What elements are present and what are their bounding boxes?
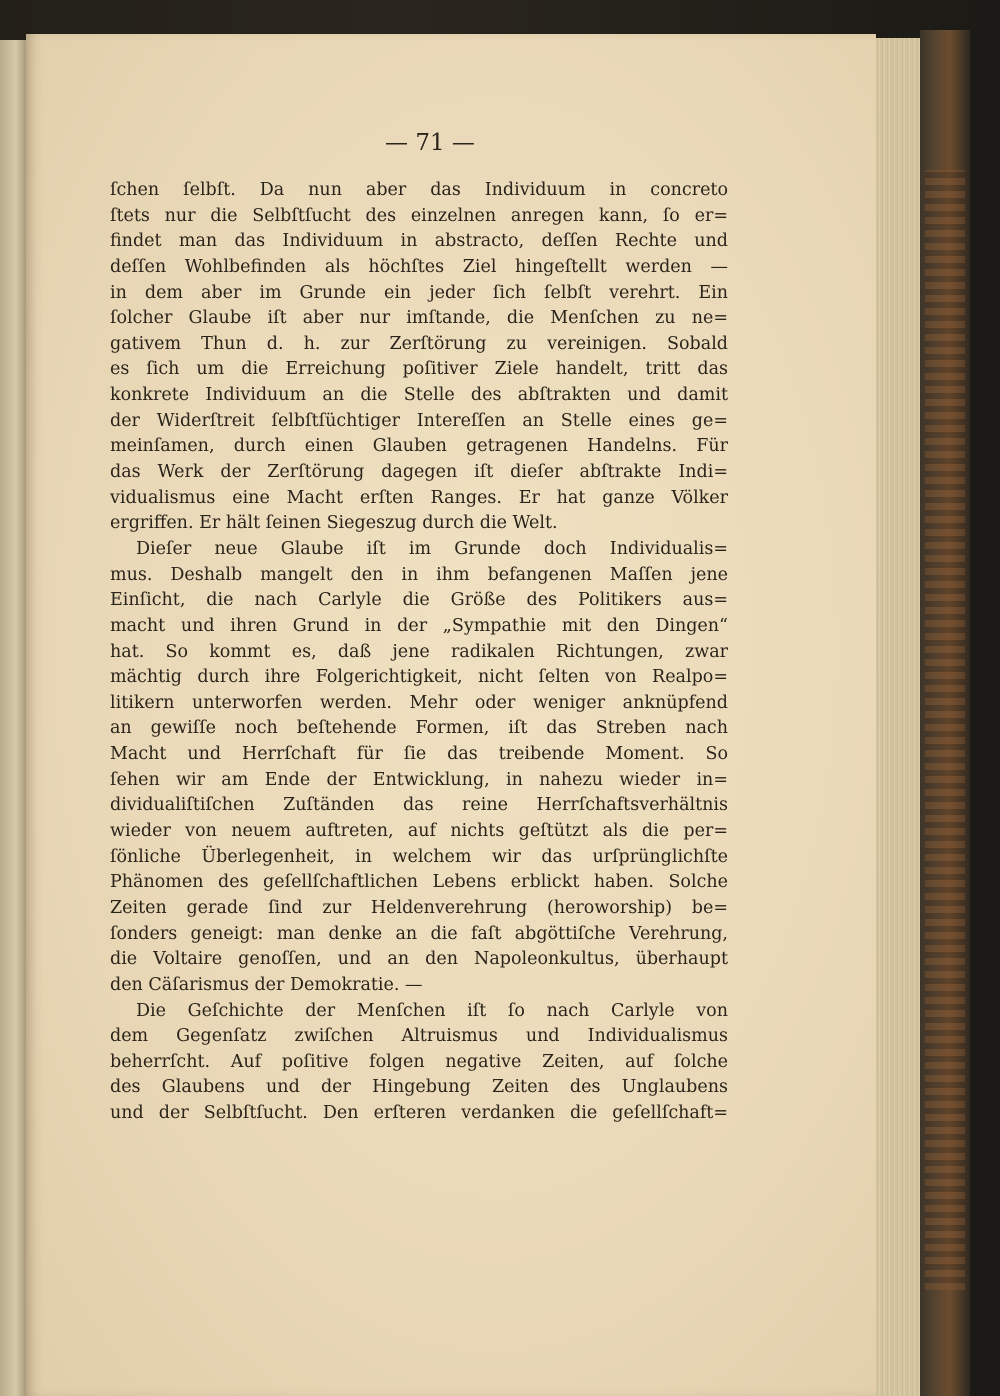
text-line: Dieſer neue Glaube iſt im Grunde doch Individualis= [136, 538, 728, 559]
text-line: der Widerſtreit ſelbſtſüchtiger Intereſſen an Stelle eines ge= [110, 410, 728, 431]
text-line: ſehen wir am Ende der Entwicklung, in nahezu wieder in= [110, 769, 728, 790]
text-line: hat. So kommt es, daß jene radikalen Richtungen, zwar [110, 641, 728, 662]
text-line: gativem Thun d. h. zur Zerſtörung zu vereinigen. Sobald [110, 333, 728, 354]
text-line: Phänomen des geſellſchaftlichen Lebens erblickt haben. Solche [110, 872, 728, 893]
text-line: dem Gegenſatz zwiſchen Altruismus und Individualismus [110, 1026, 728, 1047]
text-line: wieder von neuem auftreten, auf nichts geſtützt als die per= [110, 821, 728, 842]
text-line: Einſicht, die nach Carlyle die Größe des Politikers aus= [110, 590, 728, 611]
text-line: deſſen Wohlbefinden als höchſtes Ziel hingeſtellt werden — [110, 256, 728, 277]
text-line: meinſamen, durch einen Glauben getragenen Handelns. Für [110, 436, 728, 457]
page-stack-edge [876, 38, 920, 1396]
text-line: macht und ihren Grund in der „Sympathie mit den Dingen“ [110, 615, 728, 636]
text-line: ſönliche Überlegenheit, in welchem wir das urſprünglichſte [110, 846, 728, 867]
text-line: mus. Deshalb mangelt den in ihm befangenen Maſſen jene [110, 564, 728, 585]
text-line: an gewiſſe noch beſtehende Formen, iſt das Streben nach [110, 718, 728, 739]
text-line: ſtets nur die Selbſtſucht des einzelnen anregen kann, ſo er= [110, 205, 728, 226]
text-line: das Werk der Zerſtörung dagegen iſt dieſer abſtrakte Indi= [110, 462, 728, 483]
text-line: und der Selbſtſucht. Den erſteren verdanken die geſellſchaft= [110, 1103, 728, 1124]
body-text [110, 178, 728, 1127]
text-line: ergriffen. Er hält ſeinen Siegeszug durch die Welt. [110, 513, 558, 534]
text-line: litikern unterworfen werden. Mehr oder weniger anknüpfend [110, 692, 728, 713]
text-line: Macht und Herrſchaft für ſie das treibende Moment. So [110, 744, 728, 765]
text-line: mächtig durch ihre Folgerichtigkeit, nicht ſelten von Realpo= [110, 667, 728, 688]
page-number: — 71 — [385, 130, 475, 156]
text-line: ſonders geneigt: man denke an die faſt abgöttiſche Verehrung, [110, 923, 728, 944]
text-line: die Voltaire genoſſen, und an den Napoleonkultus, überhaupt [110, 949, 728, 970]
left-page-edge [0, 40, 26, 1396]
text-line: konkrete Individuum an die Stelle des abſtrakten und damit [110, 385, 728, 406]
text-line: beherrſcht. Auf poſitive folgen negative Zeiten, auf ſolche [110, 1051, 728, 1072]
text-line: ſchen ſelbſt. Da nun aber das Individuum in concreto [110, 180, 728, 200]
text-line: Die Geſchichte der Menſchen iſt ſo nach Carlyle von [136, 1000, 728, 1021]
text-line: des Glaubens und der Hingebung Zeiten des Unglaubens [110, 1077, 728, 1098]
text-line: findet man das Individuum in abstracto, deſſen Rechte und [110, 231, 728, 252]
text-line: den Cäſarismus der Demokratie. — [110, 974, 423, 995]
text-line: in dem aber im Grunde ein jeder ſich ſelbſt verehrt. Ein [110, 282, 728, 303]
text-line: Zeiten gerade ſind zur Heldenverehrung (heroworship) be= [110, 897, 728, 918]
text-line: dividualiſtiſchen Zuſtänden das reine Herrſchaftsverhältnis [110, 795, 728, 816]
text-line: es ſich um die Erreichung poſitiver Ziele handelt, tritt das [110, 359, 728, 380]
text-line: ſolcher Glaube iſt aber nur imſtande, die Menſchen zu ne= [110, 308, 728, 329]
cover-texture [925, 170, 965, 1290]
text-line: vidualismus eine Macht erſten Ranges. Er hat ganze Völker [110, 487, 728, 508]
